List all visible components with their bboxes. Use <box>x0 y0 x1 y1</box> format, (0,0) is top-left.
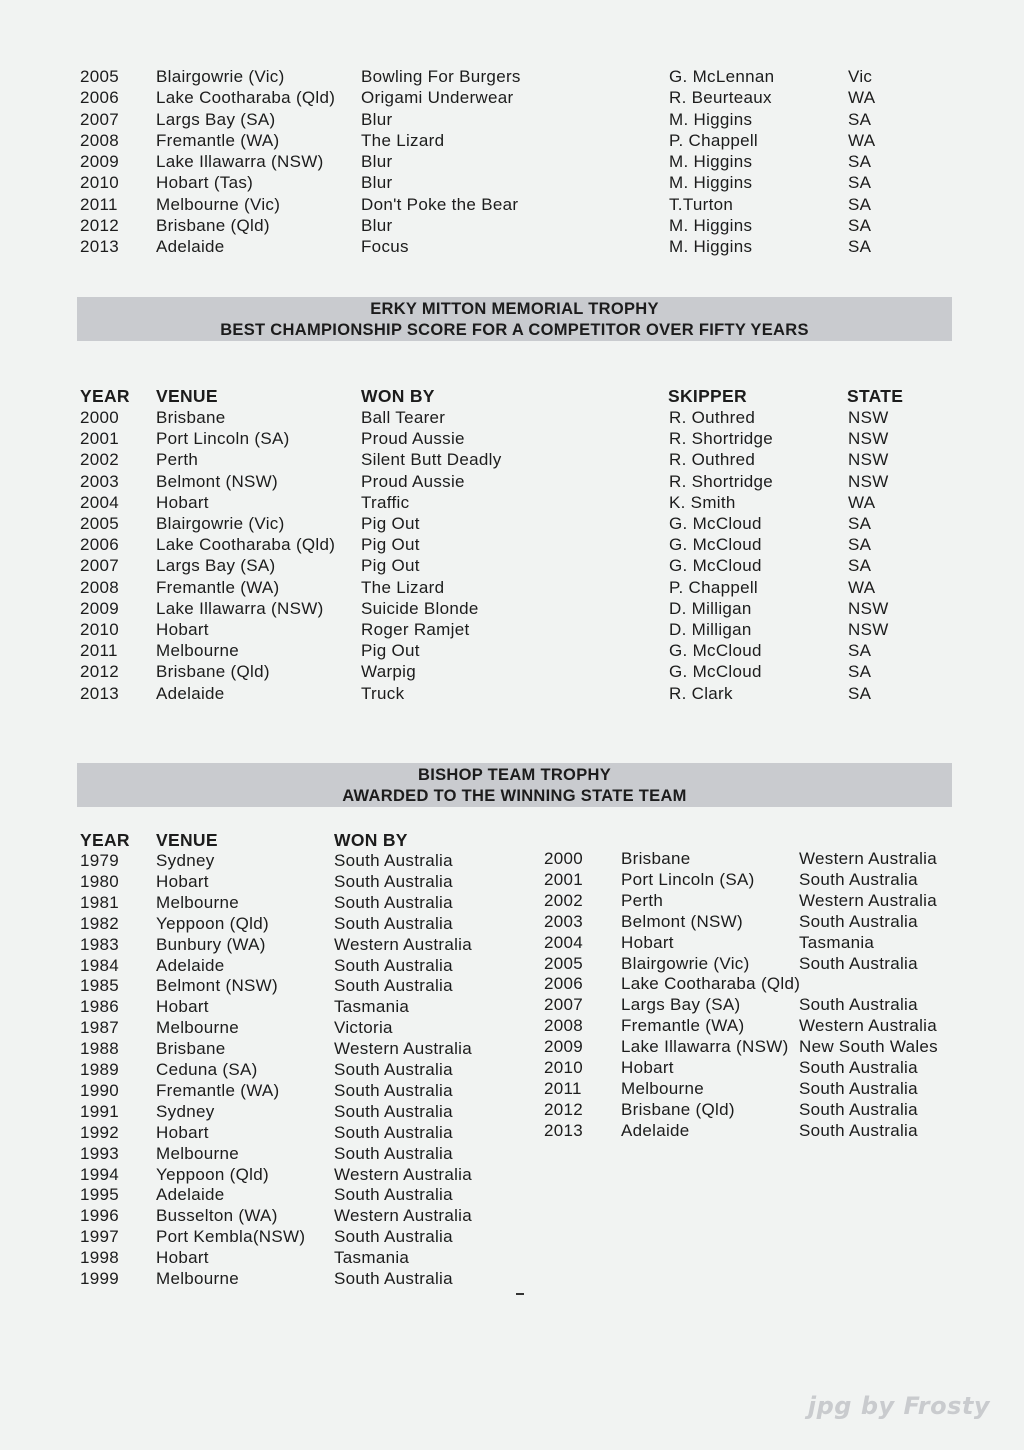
mitton-won-by: Proud Aussie <box>361 429 465 449</box>
top-venue: Largs Bay (SA) <box>156 109 276 129</box>
top-venue: Blairgowrie (Vic) <box>156 67 285 86</box>
mitton-row <box>0 471 1024 492</box>
mitton-venue: Lake Illawarra (NSW) <box>156 598 324 618</box>
bishop-title-band <box>77 763 952 807</box>
bishop-left-won-by: Victoria <box>334 1018 393 1038</box>
bishop-header-won-by: WON BY <box>334 830 408 850</box>
mitton-venue: Blairgowrie (Vic) <box>156 514 285 533</box>
bishop-left-venue: Melbourne <box>156 1018 240 1038</box>
bishop-left-year: 1996 <box>80 1206 120 1226</box>
mitton-venue: Hobart <box>156 492 209 512</box>
mitton-won-by: Pig Out <box>361 535 420 555</box>
bishop-right-year: 2010 <box>544 1058 584 1077</box>
mitton-row <box>0 619 1024 640</box>
top-state: Vic <box>848 67 873 86</box>
bishop-left-venue: Port Kembla(NSW) <box>156 1227 306 1247</box>
bishop-left-year: 1981 <box>80 892 120 912</box>
mitton-won-by: Warpig <box>361 662 417 682</box>
bishop-right-won-by: South Australia <box>799 995 918 1015</box>
bishop-right-won-by: South Australia <box>799 1078 918 1098</box>
bishop-left-won-by: South Australia <box>334 1101 453 1121</box>
top-row <box>0 172 1024 193</box>
mitton-venue: Brisbane (Qld) <box>156 662 270 682</box>
mitton-won-by: Pig Out <box>361 514 420 533</box>
bishop-left-year: 1980 <box>80 871 120 891</box>
mitton-skipper: R. Shortridge <box>669 429 774 449</box>
bishop-right-year: 2012 <box>544 1099 584 1119</box>
top-won-by: Blur <box>361 173 393 193</box>
top-skipper: M. Higgins <box>669 173 753 193</box>
bishop-right-year: 2006 <box>544 974 584 994</box>
bishop-left-year: 1995 <box>80 1185 120 1205</box>
top-year: 2006 <box>80 88 120 108</box>
bishop-left-venue: Adelaide <box>156 955 225 975</box>
bishop-right-year: 2007 <box>544 995 584 1015</box>
bishop-left-won-by: South Australia <box>334 1269 453 1288</box>
top-won-by: The Lizard <box>361 130 445 150</box>
bishop-right-row <box>0 869 1024 890</box>
mitton-row <box>0 407 1024 428</box>
bishop-left-year: 1994 <box>80 1164 120 1184</box>
mitton-header-skipper: SKIPPER <box>668 386 747 406</box>
mitton-state: NSW <box>848 620 889 639</box>
mitton-skipper: G. McCloud <box>669 535 762 555</box>
bishop-left-won-by: South Australia <box>334 851 453 870</box>
mitton-venue: Brisbane <box>156 408 226 427</box>
top-state: SA <box>848 194 872 214</box>
mitton-title-band <box>77 297 952 341</box>
bishop-right-won-by: New South Wales <box>799 1037 938 1057</box>
bishop-left-row <box>0 1247 1024 1268</box>
mitton-skipper: R. Shortridge <box>669 471 774 491</box>
top-state: WA <box>848 88 876 108</box>
bishop-left-row <box>0 1268 1024 1289</box>
stray-mark <box>516 1293 524 1295</box>
bishop-left-venue: Melbourne <box>156 1143 240 1163</box>
top-skipper: M. Higgins <box>669 237 753 256</box>
bishop-left-venue: Hobart <box>156 997 209 1017</box>
mitton-state: NSW <box>848 408 889 427</box>
bishop-left-won-by: Western Australia <box>334 1164 473 1184</box>
mitton-row <box>0 492 1024 513</box>
bishop-subtitle: AWARDED TO THE WINNING STATE TEAM <box>342 787 687 805</box>
bishop-right-year: 2002 <box>544 890 584 910</box>
mitton-year: 2007 <box>80 556 120 576</box>
mitton-skipper: R. Outhred <box>669 450 756 470</box>
bishop-title: BISHOP TEAM TROPHY <box>417 766 612 784</box>
mitton-row <box>0 555 1024 576</box>
bishop-right-year: 2001 <box>544 869 584 889</box>
top-venue: Brisbane (Qld) <box>156 215 270 235</box>
mitton-won-by: Roger Ramjet <box>361 620 470 639</box>
bishop-left-year: 1982 <box>80 913 120 933</box>
bishop-right-row <box>0 890 1024 911</box>
bishop-left-won-by: South Australia <box>334 1060 453 1079</box>
bishop-left-year: 1989 <box>80 1060 120 1079</box>
bishop-left-year: 1992 <box>80 1122 120 1142</box>
top-year: 2007 <box>80 109 120 129</box>
bishop-left-won-by: Western Australia <box>334 1206 473 1226</box>
mitton-won-by: Traffic <box>361 492 410 512</box>
bishop-left-won-by: South Australia <box>334 1080 453 1100</box>
mitton-won-by: Suicide Blonde <box>361 598 479 618</box>
mitton-year: 2011 <box>80 641 118 661</box>
mitton-state: SA <box>848 641 872 661</box>
watermark: jpg by Frosty <box>807 1392 990 1420</box>
bishop-right-year: 2003 <box>544 911 584 931</box>
bishop-left-year: 1979 <box>80 851 120 870</box>
bishop-left-won-by: South Australia <box>334 1227 453 1247</box>
mitton-venue: Lake Cootharaba (Qld) <box>156 535 336 555</box>
bishop-right-won-by: South Australia <box>799 1120 918 1140</box>
bishop-left-venue: Adelaide <box>156 1185 225 1205</box>
top-skipper: T.Turton <box>669 194 734 214</box>
top-row <box>0 194 1024 215</box>
bishop-left-year: 1987 <box>80 1018 120 1038</box>
bishop-left-venue: Ceduna (SA) <box>156 1060 258 1079</box>
bishop-right-venue: Belmont (NSW) <box>621 911 743 931</box>
bishop-right-row <box>0 1057 1024 1078</box>
bishop-right-venue: Largs Bay (SA) <box>621 995 741 1015</box>
mitton-venue: Largs Bay (SA) <box>156 556 276 576</box>
mitton-year: 2009 <box>80 598 120 618</box>
bishop-right-year: 2004 <box>544 932 584 952</box>
mitton-state: SA <box>848 535 872 555</box>
bishop-left-won-by: South Australia <box>334 955 453 975</box>
mitton-row <box>0 428 1024 449</box>
bishop-right-row <box>0 1015 1024 1036</box>
bishop-right-venue: Melbourne <box>621 1078 705 1098</box>
bishop-left-year: 1998 <box>80 1248 120 1268</box>
top-year: 2005 <box>80 67 120 86</box>
mitton-won-by: Pig Out <box>361 556 420 576</box>
mitton-won-by: Truck <box>361 683 405 703</box>
mitton-year: 2001 <box>80 429 120 449</box>
mitton-year: 2004 <box>80 492 120 512</box>
bishop-right-year: 2000 <box>544 849 584 868</box>
mitton-state: NSW <box>848 450 889 470</box>
mitton-header-state: STATE <box>847 386 904 406</box>
bishop-left-venue: Hobart <box>156 1122 209 1142</box>
top-skipper: P. Chappell <box>669 130 758 150</box>
top-year: 2008 <box>80 130 120 150</box>
top-row <box>0 215 1024 236</box>
mitton-skipper: R. Outhred <box>669 408 756 427</box>
mitton-venue: Port Lincoln (SA) <box>156 429 290 449</box>
mitton-row <box>0 683 1024 704</box>
bishop-right-won-by: Tasmania <box>799 932 875 952</box>
bishop-left-won-by: South Australia <box>334 1122 453 1142</box>
top-won-by: Don't Poke the Bear <box>361 194 519 214</box>
mitton-year: 2003 <box>80 471 120 491</box>
bishop-left-row <box>0 1184 1024 1205</box>
bishop-right-venue: Lake Illawarra (NSW) <box>621 1037 789 1057</box>
bishop-right-row <box>0 911 1024 932</box>
mitton-state: WA <box>848 492 876 512</box>
bishop-left-venue: Bunbury (WA) <box>156 934 266 954</box>
bishop-right-venue: Lake Cootharaba (Qld) <box>621 974 801 994</box>
mitton-state: SA <box>848 514 872 533</box>
bishop-right-venue: Hobart <box>621 932 674 952</box>
mitton-year: 2002 <box>80 450 120 470</box>
bishop-right-won-by: South Australia <box>799 953 918 973</box>
mitton-won-by: Pig Out <box>361 641 420 661</box>
mitton-year: 2012 <box>80 662 120 682</box>
top-venue: Lake Illawarra (NSW) <box>156 152 324 171</box>
bishop-right-row <box>0 1120 1024 1141</box>
bishop-left-year: 1997 <box>80 1227 120 1247</box>
mitton-skipper: P. Chappell <box>669 577 758 597</box>
mitton-won-by: Silent Butt Deadly <box>361 450 502 470</box>
top-row <box>0 130 1024 151</box>
mitton-year: 2010 <box>80 620 120 639</box>
bishop-right-won-by: South Australia <box>799 1058 918 1077</box>
top-skipper: M. Higgins <box>669 109 753 129</box>
bishop-left-venue: Yeppoon (Qld) <box>156 1164 269 1184</box>
bishop-right-row <box>0 932 1024 953</box>
top-venue: Lake Cootharaba (Qld) <box>156 88 336 108</box>
bishop-left-venue: Hobart <box>156 871 209 891</box>
mitton-skipper: D. Milligan <box>669 620 752 639</box>
bishop-left-venue: Melbourne <box>156 1269 240 1288</box>
top-row <box>0 151 1024 172</box>
mitton-row <box>0 598 1024 619</box>
top-row <box>0 109 1024 130</box>
bishop-right-row <box>0 1099 1024 1120</box>
bishop-left-won-by: Western Australia <box>334 934 473 954</box>
top-year: 2012 <box>80 215 120 235</box>
top-row <box>0 66 1024 87</box>
mitton-state: NSW <box>848 471 889 491</box>
mitton-row <box>0 577 1024 598</box>
bishop-right-won-by: South Australia <box>799 911 918 931</box>
bishop-left-won-by: South Australia <box>334 976 453 996</box>
mitton-year: 2000 <box>80 408 120 427</box>
top-year: 2010 <box>80 173 120 193</box>
bishop-right-year: 2013 <box>544 1120 584 1140</box>
mitton-row <box>0 513 1024 534</box>
bishop-right-row <box>0 848 1024 869</box>
mitton-row <box>0 640 1024 661</box>
top-state: SA <box>848 109 872 129</box>
bishop-left-won-by: South Australia <box>334 1143 453 1163</box>
bishop-right-won-by: Western Australia <box>799 1016 938 1036</box>
mitton-skipper: R. Clark <box>669 683 733 703</box>
mitton-won-by: Ball Tearer <box>361 408 446 427</box>
mitton-skipper: D. Milligan <box>669 598 752 618</box>
bishop-left-won-by: Tasmania <box>334 1248 410 1268</box>
top-venue: Fremantle (WA) <box>156 130 280 150</box>
top-skipper: R. Beurteaux <box>669 88 772 108</box>
top-won-by: Blur <box>361 152 393 171</box>
bishop-left-year: 1991 <box>80 1101 120 1121</box>
bishop-right-year: 2009 <box>544 1037 584 1057</box>
top-state: SA <box>848 215 872 235</box>
bishop-right-venue: Brisbane (Qld) <box>621 1099 735 1119</box>
mitton-won-by: The Lizard <box>361 577 445 597</box>
mitton-header-venue: VENUE <box>156 386 218 406</box>
mitton-row <box>0 534 1024 555</box>
mitton-header-year: YEAR <box>80 386 130 406</box>
top-venue: Hobart (Tas) <box>156 173 254 193</box>
bishop-left-venue: Brisbane <box>156 1039 226 1059</box>
bishop-right-venue: Blairgowrie (Vic) <box>621 953 750 973</box>
top-won-by: Blur <box>361 215 393 235</box>
bishop-right-year: 2011 <box>544 1078 582 1098</box>
mitton-header-won-by: WON BY <box>361 386 435 406</box>
top-skipper: G. McLennan <box>669 67 775 86</box>
bishop-left-year: 1983 <box>80 934 120 954</box>
bishop-right-row <box>0 1078 1024 1099</box>
mitton-year: 2008 <box>80 577 120 597</box>
bishop-left-row <box>0 1164 1024 1185</box>
top-won-by: Focus <box>361 237 409 256</box>
mitton-venue: Hobart <box>156 620 209 639</box>
bishop-right-won-by: Western Australia <box>799 890 938 910</box>
bishop-right-venue: Fremantle (WA) <box>621 1016 745 1036</box>
mitton-state: NSW <box>848 429 889 449</box>
mitton-venue: Fremantle (WA) <box>156 577 280 597</box>
mitton-state: SA <box>848 662 872 682</box>
bishop-right-venue: Hobart <box>621 1058 674 1077</box>
mitton-row <box>0 449 1024 470</box>
mitton-skipper: K. Smith <box>669 492 736 512</box>
bishop-header-venue: VENUE <box>156 830 218 850</box>
mitton-venue: Belmont (NSW) <box>156 471 278 491</box>
mitton-skipper: G. McCloud <box>669 556 762 576</box>
top-year: 2009 <box>80 152 120 171</box>
top-skipper: M. Higgins <box>669 152 753 171</box>
bishop-left-row <box>0 1143 1024 1164</box>
top-row <box>0 87 1024 108</box>
bishop-left-won-by: South Australia <box>334 871 453 891</box>
bishop-left-venue: Melbourne <box>156 892 240 912</box>
mitton-state: NSW <box>848 598 889 618</box>
mitton-state: SA <box>848 683 872 703</box>
bishop-right-year: 2005 <box>544 953 584 973</box>
bishop-left-year: 1999 <box>80 1269 120 1288</box>
bishop-left-year: 1993 <box>80 1143 120 1163</box>
bishop-left-venue: Busselton (WA) <box>156 1206 278 1226</box>
mitton-venue: Melbourne <box>156 641 240 661</box>
bishop-header-year: YEAR <box>80 830 130 850</box>
top-state: WA <box>848 130 876 150</box>
bishop-left-venue: Belmont (NSW) <box>156 976 278 996</box>
mitton-won-by: Proud Aussie <box>361 471 465 491</box>
bishop-right-row <box>0 973 1024 994</box>
mitton-year: 2006 <box>80 535 120 555</box>
mitton-venue: Perth <box>156 450 199 470</box>
bishop-left-venue: Hobart <box>156 1248 209 1268</box>
top-venue: Melbourne (Vic) <box>156 194 281 214</box>
bishop-right-year: 2008 <box>544 1016 584 1036</box>
bishop-left-venue: Sydney <box>156 1101 215 1121</box>
bishop-left-year: 1985 <box>80 976 120 996</box>
bishop-left-venue: Fremantle (WA) <box>156 1080 280 1100</box>
bishop-left-won-by: South Australia <box>334 913 453 933</box>
bishop-left-venue: Sydney <box>156 851 215 870</box>
bishop-left-won-by: Western Australia <box>334 1039 473 1059</box>
mitton-state: SA <box>848 556 872 576</box>
bishop-left-row <box>0 1205 1024 1226</box>
bishop-right-row <box>0 953 1024 974</box>
mitton-header-row <box>0 385 1024 407</box>
bishop-right-venue: Port Lincoln (SA) <box>621 869 755 889</box>
top-skipper: M. Higgins <box>669 215 753 235</box>
mitton-year: 2005 <box>80 514 120 533</box>
mitton-year: 2013 <box>80 683 120 703</box>
bishop-right-row <box>0 1036 1024 1057</box>
top-state: SA <box>848 173 872 193</box>
bishop-right-won-by: Western Australia <box>799 849 938 868</box>
bishop-left-year: 1986 <box>80 997 120 1017</box>
top-year: 2013 <box>80 237 120 256</box>
bishop-left-row <box>0 1226 1024 1247</box>
mitton-title: ERKY MITTON MEMORIAL TROPHY <box>370 300 659 318</box>
top-year: 2011 <box>80 194 118 214</box>
top-won-by: Bowling For Burgers <box>361 67 521 86</box>
mitton-venue: Adelaide <box>156 683 225 703</box>
top-won-by: Origami Underwear <box>361 88 514 108</box>
bishop-right-row <box>0 994 1024 1015</box>
top-won-by: Blur <box>361 109 393 129</box>
bishop-right-won-by: South Australia <box>799 869 918 889</box>
top-state: SA <box>848 237 872 256</box>
bishop-right-venue: Perth <box>621 890 664 910</box>
bishop-right-won-by: South Australia <box>799 1099 918 1119</box>
bishop-left-won-by: South Australia <box>334 892 453 912</box>
mitton-skipper: G. McCloud <box>669 641 762 661</box>
bishop-left-year: 1984 <box>80 955 120 975</box>
top-row <box>0 236 1024 257</box>
top-state: SA <box>848 152 872 171</box>
top-venue: Adelaide <box>156 237 225 256</box>
mitton-skipper: G. McCloud <box>669 662 762 682</box>
bishop-right-venue: Adelaide <box>621 1120 690 1140</box>
bishop-left-year: 1988 <box>80 1039 120 1059</box>
mitton-skipper: G. McCloud <box>669 514 762 533</box>
mitton-subtitle: BEST CHAMPIONSHIP SCORE FOR A COMPETITOR OVER FIFTY YEARS <box>220 321 809 339</box>
mitton-row <box>0 661 1024 682</box>
bishop-left-venue: Yeppoon (Qld) <box>156 913 269 933</box>
mitton-state: WA <box>848 577 876 597</box>
bishop-left-won-by: Tasmania <box>334 997 410 1017</box>
bishop-left-won-by: South Australia <box>334 1185 453 1205</box>
bishop-right-venue: Brisbane <box>621 849 691 868</box>
bishop-left-year: 1990 <box>80 1080 120 1100</box>
